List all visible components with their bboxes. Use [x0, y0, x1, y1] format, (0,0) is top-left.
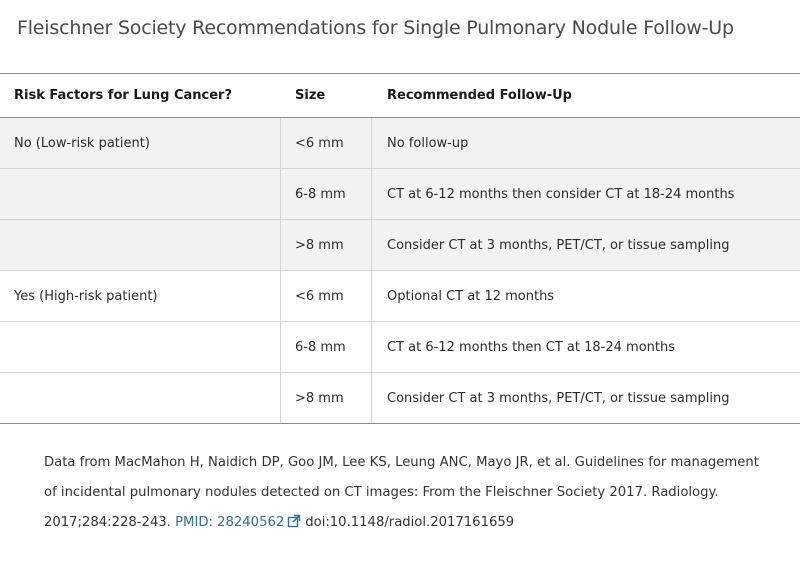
cell-size: 6-8 mm: [281, 169, 372, 219]
citation-footnote: [44, 448, 764, 540]
external-link-icon[interactable]: [287, 510, 301, 540]
cell-risk: No (Low-risk patient): [0, 118, 281, 168]
cell-risk: [0, 169, 281, 219]
page-title: Fleischner Society Recommendations for Single Pulmonary Nodule Follow-Up: [17, 17, 734, 39]
cell-size: <6 mm: [281, 118, 372, 168]
cell-size: 6-8 mm: [281, 322, 372, 372]
cell-follow-up: CT at 6-12 months then consider CT at 18-24 months: [387, 186, 735, 202]
citation-text: Data from MacMahon H, Naidich DP, Goo JM, Lee KS, Leung ANC, Mayo JR, et al. Guidelines for management of incidental pulmonary nodules detected on CT images: From the Fleischner Society 2017. Radiology. 2017;284:228-243.: [44, 455, 759, 530]
cell-risk: [0, 322, 281, 372]
cell-follow-up: No follow-up: [387, 135, 469, 151]
cell-size: <6 mm: [281, 271, 372, 321]
cell-size: >8 mm: [281, 373, 372, 423]
table-row: [0, 271, 800, 322]
cell-follow-up: Consider CT at 3 months, PET/CT, or tissue sampling: [387, 390, 730, 406]
cell-size: >8 mm: [281, 220, 372, 270]
cell-risk: [0, 220, 281, 270]
header-risk-factors: Risk Factors for Lung Cancer?: [14, 88, 232, 103]
cell-risk: Yes (High-risk patient): [0, 271, 281, 321]
table-header-row: [0, 74, 800, 118]
table-row: [0, 373, 800, 424]
table-row: [0, 118, 800, 169]
recommendations-table: [0, 73, 800, 424]
table-row: [0, 169, 800, 220]
doi-text: doi:10.1148/radiol.2017161659: [305, 515, 515, 530]
cell-follow-up: Optional CT at 12 months: [387, 288, 555, 304]
header-recommended-follow-up: Recommended Follow-Up: [387, 88, 572, 103]
cell-follow-up: CT at 6-12 months then CT at 18-24 months: [387, 339, 676, 355]
header-size: Size: [295, 88, 326, 103]
pmid-link[interactable]: PMID: 28240562: [175, 515, 285, 530]
cell-follow-up: Consider CT at 3 months, PET/CT, or tissue sampling: [387, 237, 730, 253]
table-row: [0, 220, 800, 271]
cell-risk: [0, 373, 281, 423]
table-row: [0, 322, 800, 373]
